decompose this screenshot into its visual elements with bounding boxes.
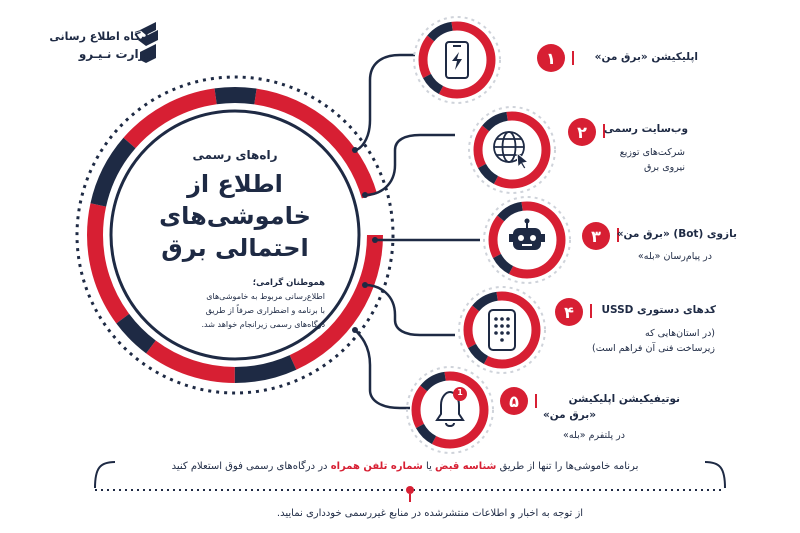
- footer-text-2: یا: [426, 461, 432, 472]
- item-number-2: ۲: [568, 118, 596, 146]
- item-title-3: بازوی (Bot) «برق من»: [616, 228, 737, 240]
- item-sub-2-line-2: نیروی برق: [643, 162, 685, 173]
- item-title-4: کدهای دستوری USSD: [601, 304, 716, 316]
- bell-badge-count: 1: [457, 388, 463, 397]
- item-sub-4: [575, 326, 715, 356]
- item-title-5-app: «برق من»: [542, 409, 596, 421]
- center-title-line-2: خاموشی‌های: [159, 202, 311, 230]
- logo-title: پایگاه اطلاع رسانی: [49, 30, 153, 43]
- item-sub-5: در پلتفرم «بله»: [563, 430, 625, 441]
- item-number-4: ۴: [555, 298, 583, 326]
- icon-ring-4: [459, 287, 545, 373]
- item-number-3: ۳: [582, 222, 610, 250]
- note-line-3: درگاه‌های رسمی زیرانجام خواهد شد.: [201, 320, 325, 329]
- item-sub-3: در پیام‌رسان «بله»: [637, 251, 712, 262]
- item-divider-5: [535, 394, 537, 408]
- note-heading: هموطنان گرامی؛: [252, 278, 325, 288]
- connector-lines: [355, 55, 480, 408]
- note-line-1: اطلاع‌رسانی مربوط به خاموشی‌های: [206, 292, 325, 301]
- icon-ring-5: [407, 367, 493, 453]
- item-sub-4-line-1: (در استان‌هایی که: [645, 328, 715, 339]
- logo-subtitle: وزارت نـیـرو: [78, 47, 153, 61]
- item-sub-2: [585, 145, 685, 175]
- footer-line-2: از توجه به اخبار و اطلاعات منتشرشده در منابع غیررسمی خودداری نمایید.: [276, 508, 584, 519]
- item-title-1: اپلیکیشن «برق من»: [594, 51, 698, 63]
- footer-text-3: در درگاه‌های رسمی فوق استعلام کنید: [171, 461, 328, 472]
- item-number-1: ۱: [537, 44, 565, 72]
- footer-highlight-phone: شماره تلفن همراه: [330, 461, 423, 472]
- item-sub-4-line-2: زیرساخت فنی آن فراهم است): [592, 343, 715, 354]
- item-title-2: وب‌سایت رسمی: [603, 123, 688, 135]
- item-title-5: نوتیفیکیشن اپلیکیشن: [568, 393, 680, 405]
- item-divider-1: [572, 51, 574, 65]
- item-sub-2-line-1: شرکت‌های توزیع: [619, 147, 685, 158]
- center-title-line-3: احتمالی برق: [161, 234, 309, 262]
- item-number-5: ۵: [500, 387, 528, 415]
- icon-ring-2: [469, 107, 555, 193]
- note-line-2: با برنامه و اضطراری صرفاً از طریق: [205, 306, 325, 315]
- center-subtitle: راه‌های رسمی: [192, 148, 278, 162]
- footer-text-1: برنامه خاموشی‌ها را تنها از طریق: [499, 461, 639, 472]
- center-note: [140, 276, 325, 332]
- footer-highlight-bill-id: شناسه قبض: [435, 461, 497, 472]
- center-title-line-1: اطلاع از: [187, 170, 283, 198]
- footer-line-1: [95, 461, 715, 472]
- logo: [28, 30, 153, 61]
- item-divider-4: [590, 304, 592, 318]
